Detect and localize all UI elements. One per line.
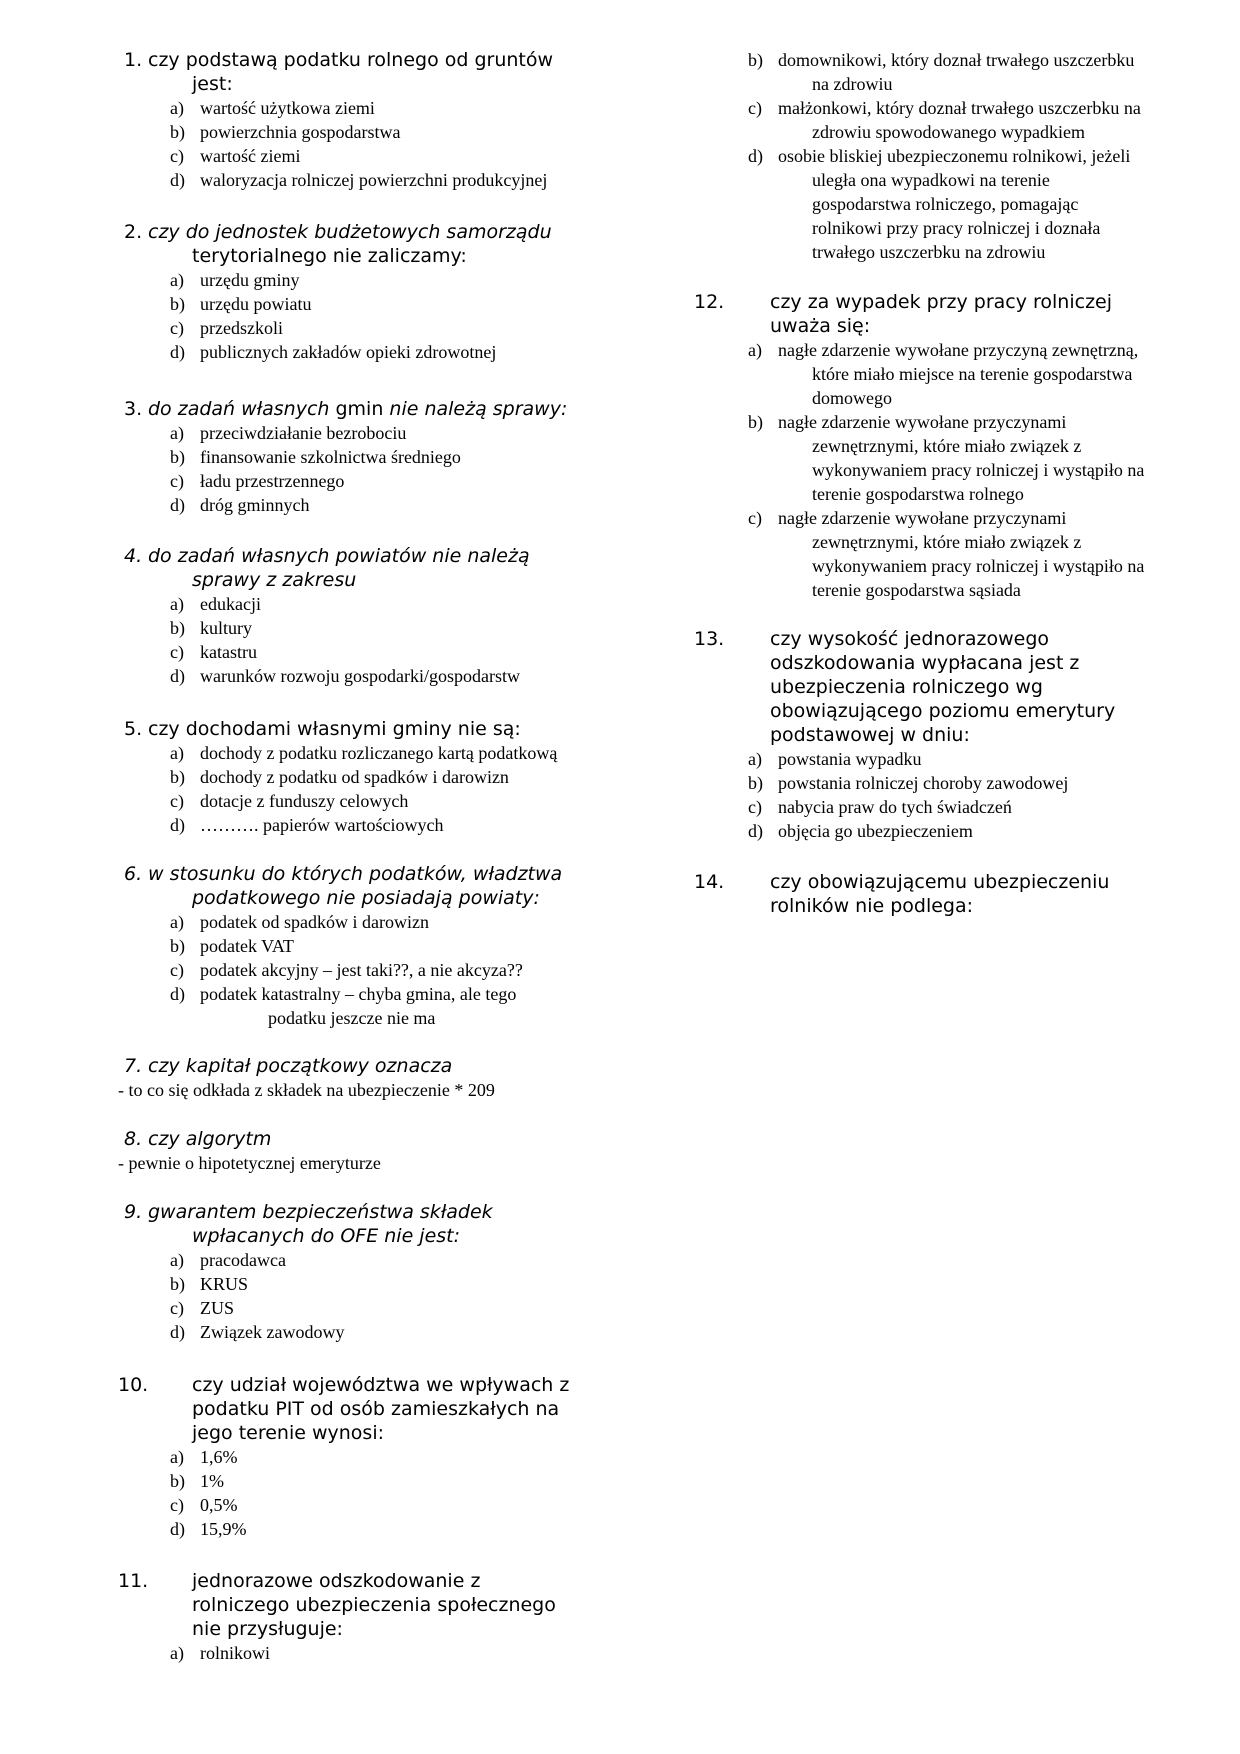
q5-answer-text: dochody z podatku rozliczanego kartą podatkową [200, 743, 558, 763]
question-12-number: 12. [694, 291, 725, 313]
q11-answer-continuation: rolnikowi przy pracy rolniczej i doznała [812, 218, 1101, 238]
q11-answer-continuation: gospodarstwa rolniczego, pomagając [812, 194, 1079, 214]
q3-answer-label: c) [170, 471, 184, 491]
q13-answer-label: b) [748, 773, 763, 793]
question-12-title: uważa się: [770, 315, 871, 337]
question-11-title: jednorazowe odszkodowanie z [192, 1570, 481, 1592]
q10-answer-label: b) [170, 1471, 185, 1491]
q12-answer-text: nagłe zdarzenie wywołane przyczyną zewnętrzną, [778, 340, 1139, 360]
q11-answer-continuation: zdrowiu spowodowanego wypadkiem [812, 122, 1085, 142]
question-13-title: podstawowej w dniu: [770, 724, 970, 746]
q12-answer-continuation: domowego [812, 388, 892, 408]
question-11-number: 11. [118, 1570, 149, 1592]
q10-answer-text: 15,9% [200, 1519, 247, 1539]
q9-answer-label: a) [170, 1250, 184, 1270]
q6-answer-text: podatek katastralny – chyba gmina, ale tego [200, 984, 517, 1004]
q2-answer-label: d) [170, 342, 185, 362]
q10-answer-label: a) [170, 1447, 184, 1467]
q9-answer-label: b) [170, 1274, 185, 1294]
question-6-number: 6. [124, 863, 143, 885]
question-10-title: podatku PIT od osób zamieszkałych na [192, 1398, 560, 1420]
question-5-title: czy dochodami własnymi gminy nie są: [148, 718, 521, 740]
question-14-number: 14. [694, 871, 725, 893]
q2-answer-text: urzędu gminy [200, 270, 300, 290]
question-4-number: 4. [124, 545, 143, 567]
question-7-note: - to co się odkłada z składek na ubezpieczenie * 209 [118, 1080, 495, 1100]
question-8-note: - pewnie o hipotetycznej emeryturze [118, 1153, 381, 1173]
question-4-title: sprawy z zakresu [192, 569, 357, 591]
question-13-title: ubezpieczenia rolniczego wg [770, 676, 1043, 698]
q9-answer-text: KRUS [200, 1274, 249, 1294]
q3-answer-text: ładu przestrzennego [200, 471, 345, 491]
q1-answer-label: a) [170, 98, 184, 118]
question-9-title: wpłacanych do OFE nie jest: [192, 1225, 461, 1247]
q4-answer-text: warunków rozwoju gospodarki/gospodarstw [200, 666, 520, 686]
q9-answer-label: d) [170, 1322, 185, 1342]
q11-answer-text: osobie bliskiej ubezpieczonemu rolnikowi, jeżeli [778, 146, 1131, 166]
q1-answer-text: powierzchnia gospodarstwa [200, 122, 401, 142]
question-1-title: czy podstawą podatku rolnego od gruntów [148, 49, 554, 71]
q1-answer-text: wartość ziemi [200, 146, 301, 166]
q4-answer-text: kultury [200, 618, 252, 638]
q9-answer-text: Związek zawodowy [200, 1322, 345, 1342]
question-14-title: czy obowiązującemu ubezpieczeniu [770, 871, 1110, 893]
question-5-number: 5. [124, 718, 143, 740]
question-3-number: 3. [124, 398, 143, 420]
q5-answer-text: ………. papierów wartościowych [200, 815, 444, 835]
q4-answer-text: edukacji [200, 594, 261, 614]
question-4-title: do zadań własnych powiatów nie należą [148, 545, 530, 567]
q11-answer-label: a) [170, 1643, 184, 1663]
q12-answer-text: nagłe zdarzenie wywołane przyczynami [778, 508, 1067, 528]
q4-answer-label: a) [170, 594, 184, 614]
q6-answer-label: a) [170, 912, 184, 932]
q10-answer-text: 1% [200, 1471, 224, 1491]
q1-answer-label: b) [170, 122, 185, 142]
q6-answer-text: podatek VAT [200, 936, 294, 956]
q2-answer-text: urzędu powiatu [200, 294, 312, 314]
q5-answer-text: dochody z podatku od spadków i darowizn [200, 767, 509, 787]
q13-answer-text: nabycia praw do tych świadczeń [778, 797, 1012, 817]
q2-answer-text: przedszkoli [200, 318, 283, 338]
question-10-number: 10. [118, 1374, 149, 1396]
q3-answer-text: dróg gminnych [200, 495, 310, 515]
q12-answer-continuation: zewnętrznymi, które miało związek z [812, 532, 1082, 552]
q11-answer-continuation: uległa ona wypadkowi na terenie [812, 170, 1050, 190]
question-6-title: w stosunku do których podatków, władztwa [148, 863, 563, 885]
question-2-title: terytorialnego nie zaliczamy: [192, 245, 467, 267]
question-13-number: 13. [694, 628, 725, 650]
q9-answer-label: c) [170, 1298, 184, 1318]
question-13-title: odszkodowania wypłacana jest z [770, 652, 1080, 674]
question-8-number: 8. [124, 1128, 143, 1150]
q12-answer-label: a) [748, 340, 762, 360]
q1-answer-label: c) [170, 146, 184, 166]
question-11-title: nie przysługuje: [192, 1618, 343, 1640]
q3-answer-text: przeciwdziałanie bezrobociu [200, 423, 407, 443]
q13-answer-label: c) [748, 797, 762, 817]
q1-answer-text: waloryzacja rolniczej powierzchni produkcyjnej [200, 170, 548, 190]
question-10-title: jego terenie wynosi: [192, 1422, 384, 1444]
q13-answer-text: powstania wypadku [778, 749, 922, 769]
q5-answer-text: dotacje z funduszy celowych [200, 791, 409, 811]
q4-answer-label: b) [170, 618, 185, 638]
q11-answer-continuation: na zdrowiu [812, 74, 893, 94]
q12-answer-text: nagłe zdarzenie wywołane przyczynami [778, 412, 1067, 432]
q11-answer-text: małżonkowi, który doznał trwałego uszczerbku na [778, 98, 1141, 118]
q2-answer-text: publicznych zakładów opieki zdrowotnej [200, 342, 497, 362]
question-1-number: 1. [124, 49, 143, 71]
question-11-title: rolniczego ubezpieczenia społecznego [192, 1594, 556, 1616]
q11-answer-label: b) [748, 50, 763, 70]
question-14-title: rolników nie podlega: [770, 895, 974, 917]
q6-answer-text: podatek od spadków i darowizn [200, 912, 429, 932]
q2-answer-label: c) [170, 318, 184, 338]
question-8-title: czy algorytm [148, 1128, 272, 1150]
q12-answer-label: c) [748, 508, 762, 528]
question-1-title: jest: [192, 73, 233, 95]
question-2-title: czy do jednostek budżetowych samorządu [148, 221, 552, 243]
q6-answer-label: c) [170, 960, 184, 980]
q4-answer-label: c) [170, 642, 184, 662]
q12-answer-continuation: które miało miejsce na terenie gospodarstwa [812, 364, 1133, 384]
q6-answer-text: podatek akcyjny – jest taki??, a nie akcyza?? [200, 960, 523, 980]
question-2-number: 2. [124, 221, 143, 243]
q10-answer-text: 0,5% [200, 1495, 238, 1515]
question-9-title: gwarantem bezpieczeństwa składek [148, 1201, 493, 1223]
q11-answer-text: domownikowi, który doznał trwałego uszczerbku [778, 50, 1135, 70]
q9-answer-text: ZUS [200, 1298, 235, 1318]
q11-answer-label: d) [748, 146, 763, 166]
q12-answer-label: b) [748, 412, 763, 432]
q13-answer-label: a) [748, 749, 762, 769]
q1-answer-text: wartość użytkowa ziemi [200, 98, 375, 118]
q4-answer-text: katastru [200, 642, 257, 662]
q10-answer-text: 1,6% [200, 1447, 238, 1467]
q12-answer-continuation: terenie gospodarstwa rolnego [812, 484, 1024, 504]
question-7-title: czy kapitał początkowy oznacza [148, 1055, 453, 1077]
question-6-title: podatkowego nie posiadają powiaty: [192, 887, 540, 909]
question-9-number: 9. [124, 1201, 143, 1223]
q5-answer-label: c) [170, 791, 184, 811]
q3-answer-label: d) [170, 495, 185, 515]
q9-answer-text: pracodawca [200, 1250, 286, 1270]
q2-answer-label: a) [170, 270, 184, 290]
q3-answer-text: finansowanie szkolnictwa średniego [200, 447, 461, 467]
question-13-title: obowiązującego poziomu emerytury [770, 700, 1116, 722]
q11-answer-continuation: trwałego uszczerbku na zdrowiu [812, 242, 1046, 262]
q6-answer-continuation: podatku jeszcze nie ma [268, 1008, 436, 1028]
q6-answer-label: d) [170, 984, 185, 1004]
q4-answer-label: d) [170, 666, 185, 686]
q3-answer-label: b) [170, 447, 185, 467]
q5-answer-label: b) [170, 767, 185, 787]
q13-answer-label: d) [748, 821, 763, 841]
question-7-number: 7. [124, 1055, 143, 1077]
question-12-title: czy za wypadek przy pracy rolniczej [770, 291, 1113, 313]
q1-answer-label: d) [170, 170, 185, 190]
q3-answer-label: a) [170, 423, 184, 443]
q12-answer-continuation: zewnętrznymi, które miało związek z [812, 436, 1082, 456]
q13-answer-text: powstania rolniczej choroby zawodowej [778, 773, 1069, 793]
q11-answer-text: rolnikowi [200, 1643, 270, 1663]
question-10-title: czy udział województwa we wpływach z [192, 1374, 570, 1396]
q10-answer-label: d) [170, 1519, 185, 1539]
q12-answer-continuation: wykonywaniem pracy rolniczej i wystąpiło na [812, 556, 1145, 576]
q6-answer-label: b) [170, 936, 185, 956]
q10-answer-label: c) [170, 1495, 184, 1515]
q5-answer-label: d) [170, 815, 185, 835]
question-13-title: czy wysokość jednorazowego [770, 628, 1050, 650]
question-3-title: do zadań własnych gmin nie należą sprawy: [148, 398, 568, 420]
q2-answer-label: b) [170, 294, 185, 314]
q12-answer-continuation: wykonywaniem pracy rolniczej i wystąpiło na [812, 460, 1145, 480]
q12-answer-continuation: terenie gospodarstwa sąsiada [812, 580, 1021, 600]
q5-answer-label: a) [170, 743, 184, 763]
q13-answer-text: objęcia go ubezpieczeniem [778, 821, 973, 841]
q11-answer-label: c) [748, 98, 762, 118]
